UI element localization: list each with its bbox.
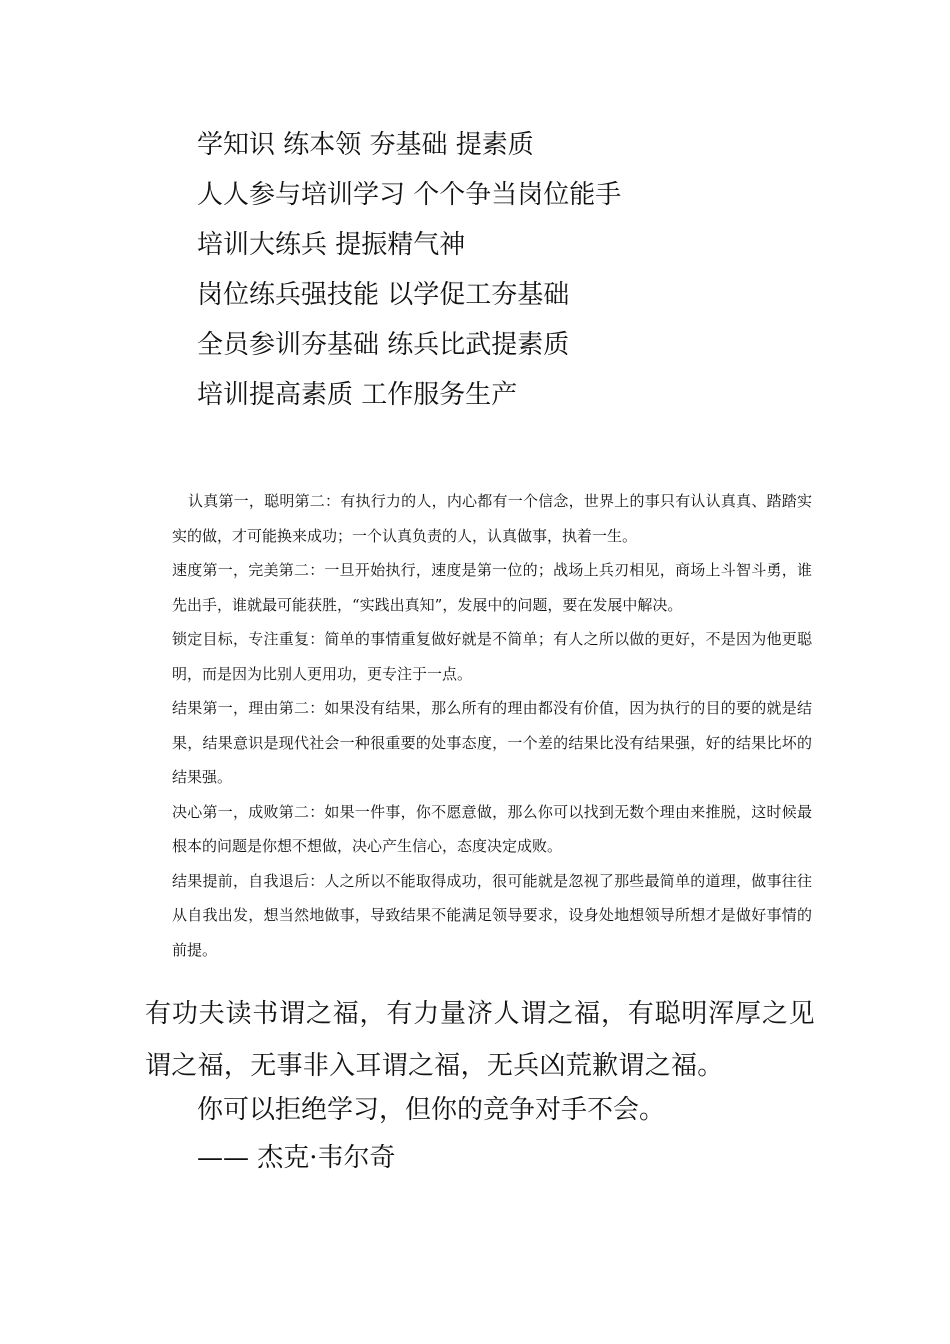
- slogan-line: 培训提高素质 工作服务生产: [197, 380, 518, 410]
- slogan-line: 学知识 练本领 夯基础 提素质: [197, 130, 534, 160]
- quote-block: [197, 1090, 837, 1186]
- principle-paragraph: 认真第一，聪明第二：有执行力的人，内心都有一个信念，世界上的事只有认认真真、踏踏实实的做，才可能换来成功；一个认真负责的人，认真做事，执着一生。: [172, 492, 812, 545]
- quote-text: 你可以拒绝学习，但你的竞争对手不会。: [197, 1095, 666, 1125]
- slogan-line: 岗位练兵强技能 以学促工夯基础: [197, 280, 570, 310]
- blessing-paragraph: 有功夫读书谓之福，有力量济人谓之福，有聪明浑厚之见谓之福，无事非入耳谓之福，无兵凶荒歉谓之福。: [145, 999, 815, 1081]
- slogan-list: [197, 128, 837, 428]
- slogan-line: 人人参与培训学习 个个争当岗位能手: [197, 180, 622, 210]
- principle-paragraph: 结果第一，理由第二：如果没有结果，那么所有的理由都没有价值，因为执行的目的要的就是结果，结果意识是现代社会一种很重要的处事态度，一个差的结果比没有结果强，好的结果比坏的结果强。: [172, 699, 812, 786]
- quote-author: —— 杰克·韦尔奇: [197, 1143, 396, 1173]
- principle-paragraph: 结果提前，自我退后：人之所以不能取得成功，很可能就是忽视了那些最简单的道理，做事往往从自我出发，想当然地做事，导致结果不能满足领导要求，设身处地想领导所想才是做好事情的前提。: [172, 871, 812, 959]
- slogan-line: 培训大练兵 提振精气神: [197, 230, 466, 260]
- principle-paragraph: 锁定目标，专注重复：简单的事情重复做好就是不简单；有人之所以做的更好，不是因为他更聪明，而是因为比别人更用功，更专注于一点。: [172, 630, 812, 683]
- principle-paragraph: 速度第一，完美第二：一旦开始执行，速度是第一位的；战场上兵刃相见，商场上斗智斗勇，谁先出手，谁就最可能获胜，“实践出真知”，发展中的问题，要在发展中解决。: [172, 561, 812, 614]
- principle-paragraph: 决心第一，成败第二：如果一件事，你不愿意做，那么你可以找到无数个理由来推脱，这时候最根本的问题是你想不想做，决心产生信心，态度决定成败。: [172, 802, 812, 855]
- slogan-line: 全员参训夯基础 练兵比武提素质: [197, 330, 570, 360]
- principles-section: [172, 484, 812, 967]
